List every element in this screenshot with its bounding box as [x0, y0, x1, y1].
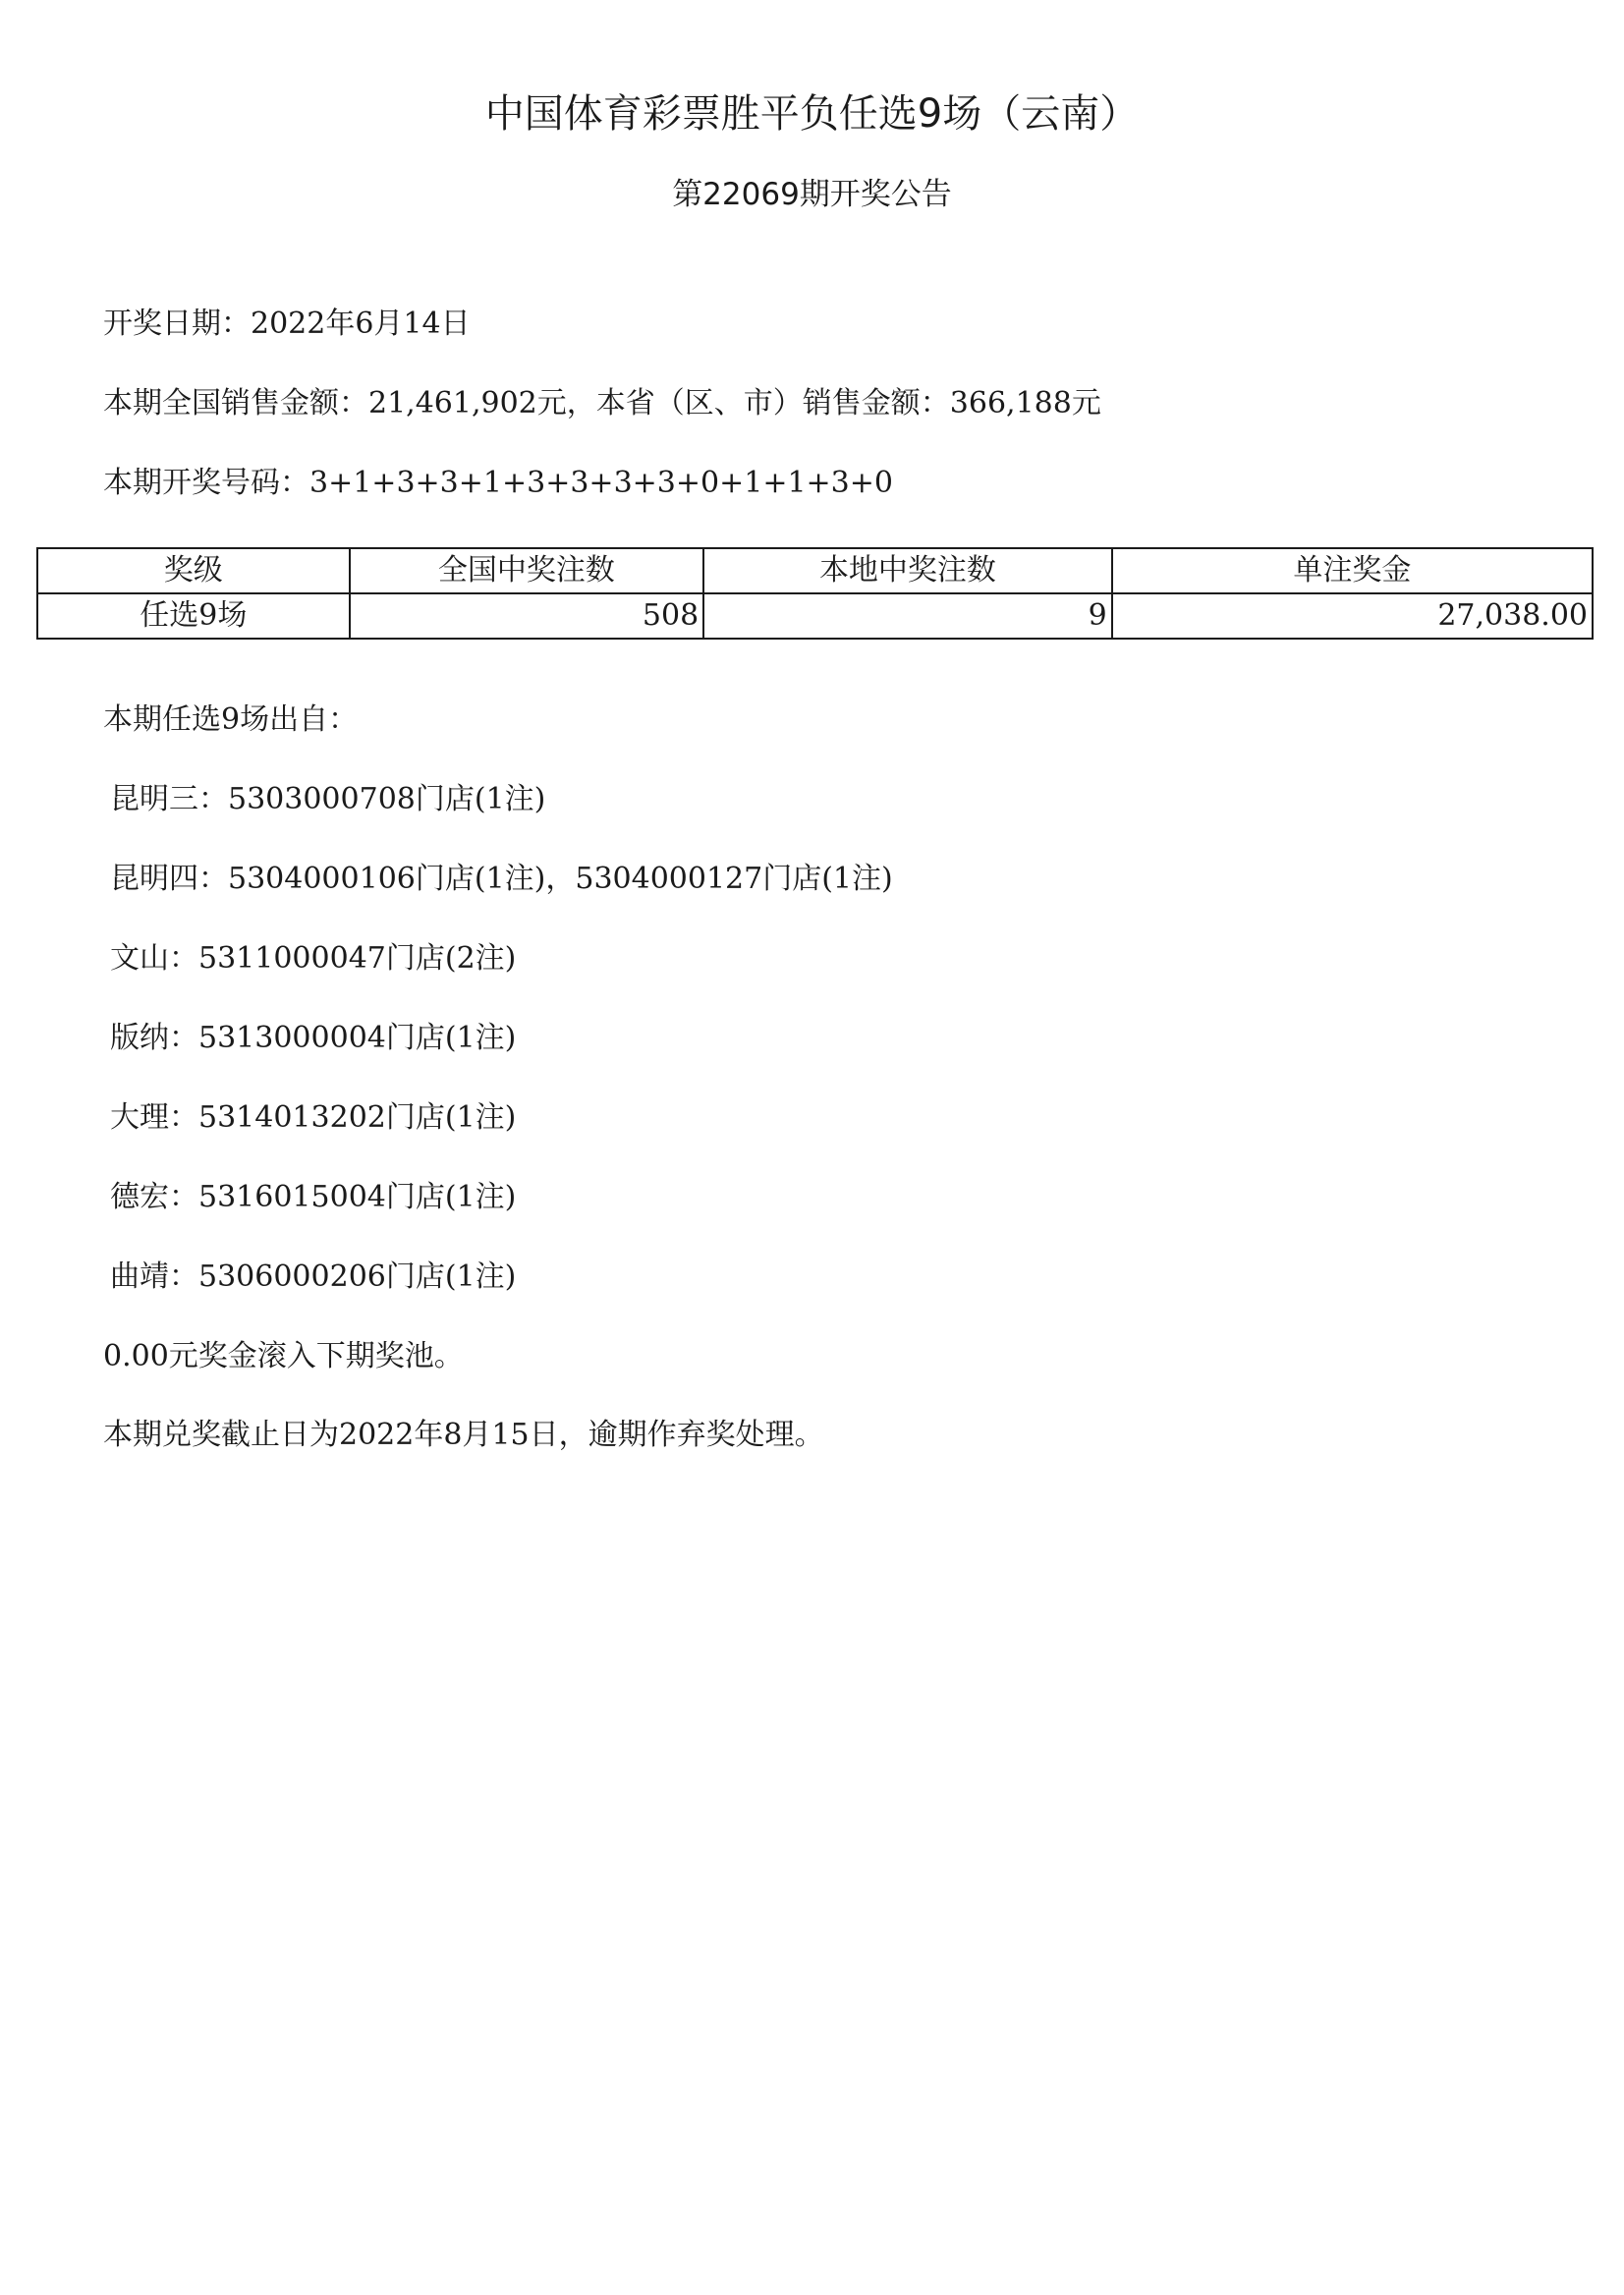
winning-numbers: 本期开奖号码：3+1+3+3+1+3+3+3+3+0+1+1+3+0	[103, 466, 893, 500]
header-level: 奖级	[37, 548, 350, 593]
page-title: 中国体育彩票胜平负任选9场（云南）	[484, 91, 1140, 137]
results-table	[36, 547, 1594, 640]
table-row	[37, 593, 1593, 639]
cell-local-count: 9	[703, 593, 1112, 639]
origin-heading: 本期任选9场出自：	[103, 702, 359, 737]
cell-level: 任选9场	[37, 593, 350, 639]
cell-prize: 27,038.00	[1112, 593, 1593, 639]
store-line-dali: 大理：5314013202门店(1注)	[110, 1100, 517, 1135]
draw-date: 开奖日期：2022年6月14日	[103, 307, 471, 341]
store-line-dehong: 德宏：5316015004门店(1注)	[110, 1180, 517, 1214]
issue-subtitle: 第22069期开奖公告	[672, 177, 952, 212]
store-line-qujing: 曲靖：5306000206门店(1注)	[110, 1259, 517, 1294]
header-national-count: 全国中奖注数	[350, 548, 704, 593]
table-header-row	[37, 548, 1593, 593]
header-prize: 单注奖金	[1112, 548, 1593, 593]
sales-amount: 本期全国销售金额：21,461,902元，本省（区、市）销售金额：366,188元	[103, 386, 1101, 420]
cell-national-count: 508	[350, 593, 704, 639]
store-line-wenshan: 文山：5311000047门店(2注)	[110, 941, 517, 976]
rollover-note: 0.00元奖金滚入下期奖池。	[103, 1339, 464, 1373]
store-line-banna: 版纳：5313000004门店(1注)	[110, 1021, 517, 1055]
store-line-kunming-3: 昆明三：5303000708门店(1注)	[110, 782, 546, 816]
store-line-kunming-4: 昆明四：5304000106门店(1注)，5304000127门店(1注)	[110, 862, 893, 896]
deadline-note: 本期兑奖截止日为2022年8月15日，逾期作弃奖处理。	[103, 1418, 824, 1452]
header-local-count: 本地中奖注数	[703, 548, 1112, 593]
